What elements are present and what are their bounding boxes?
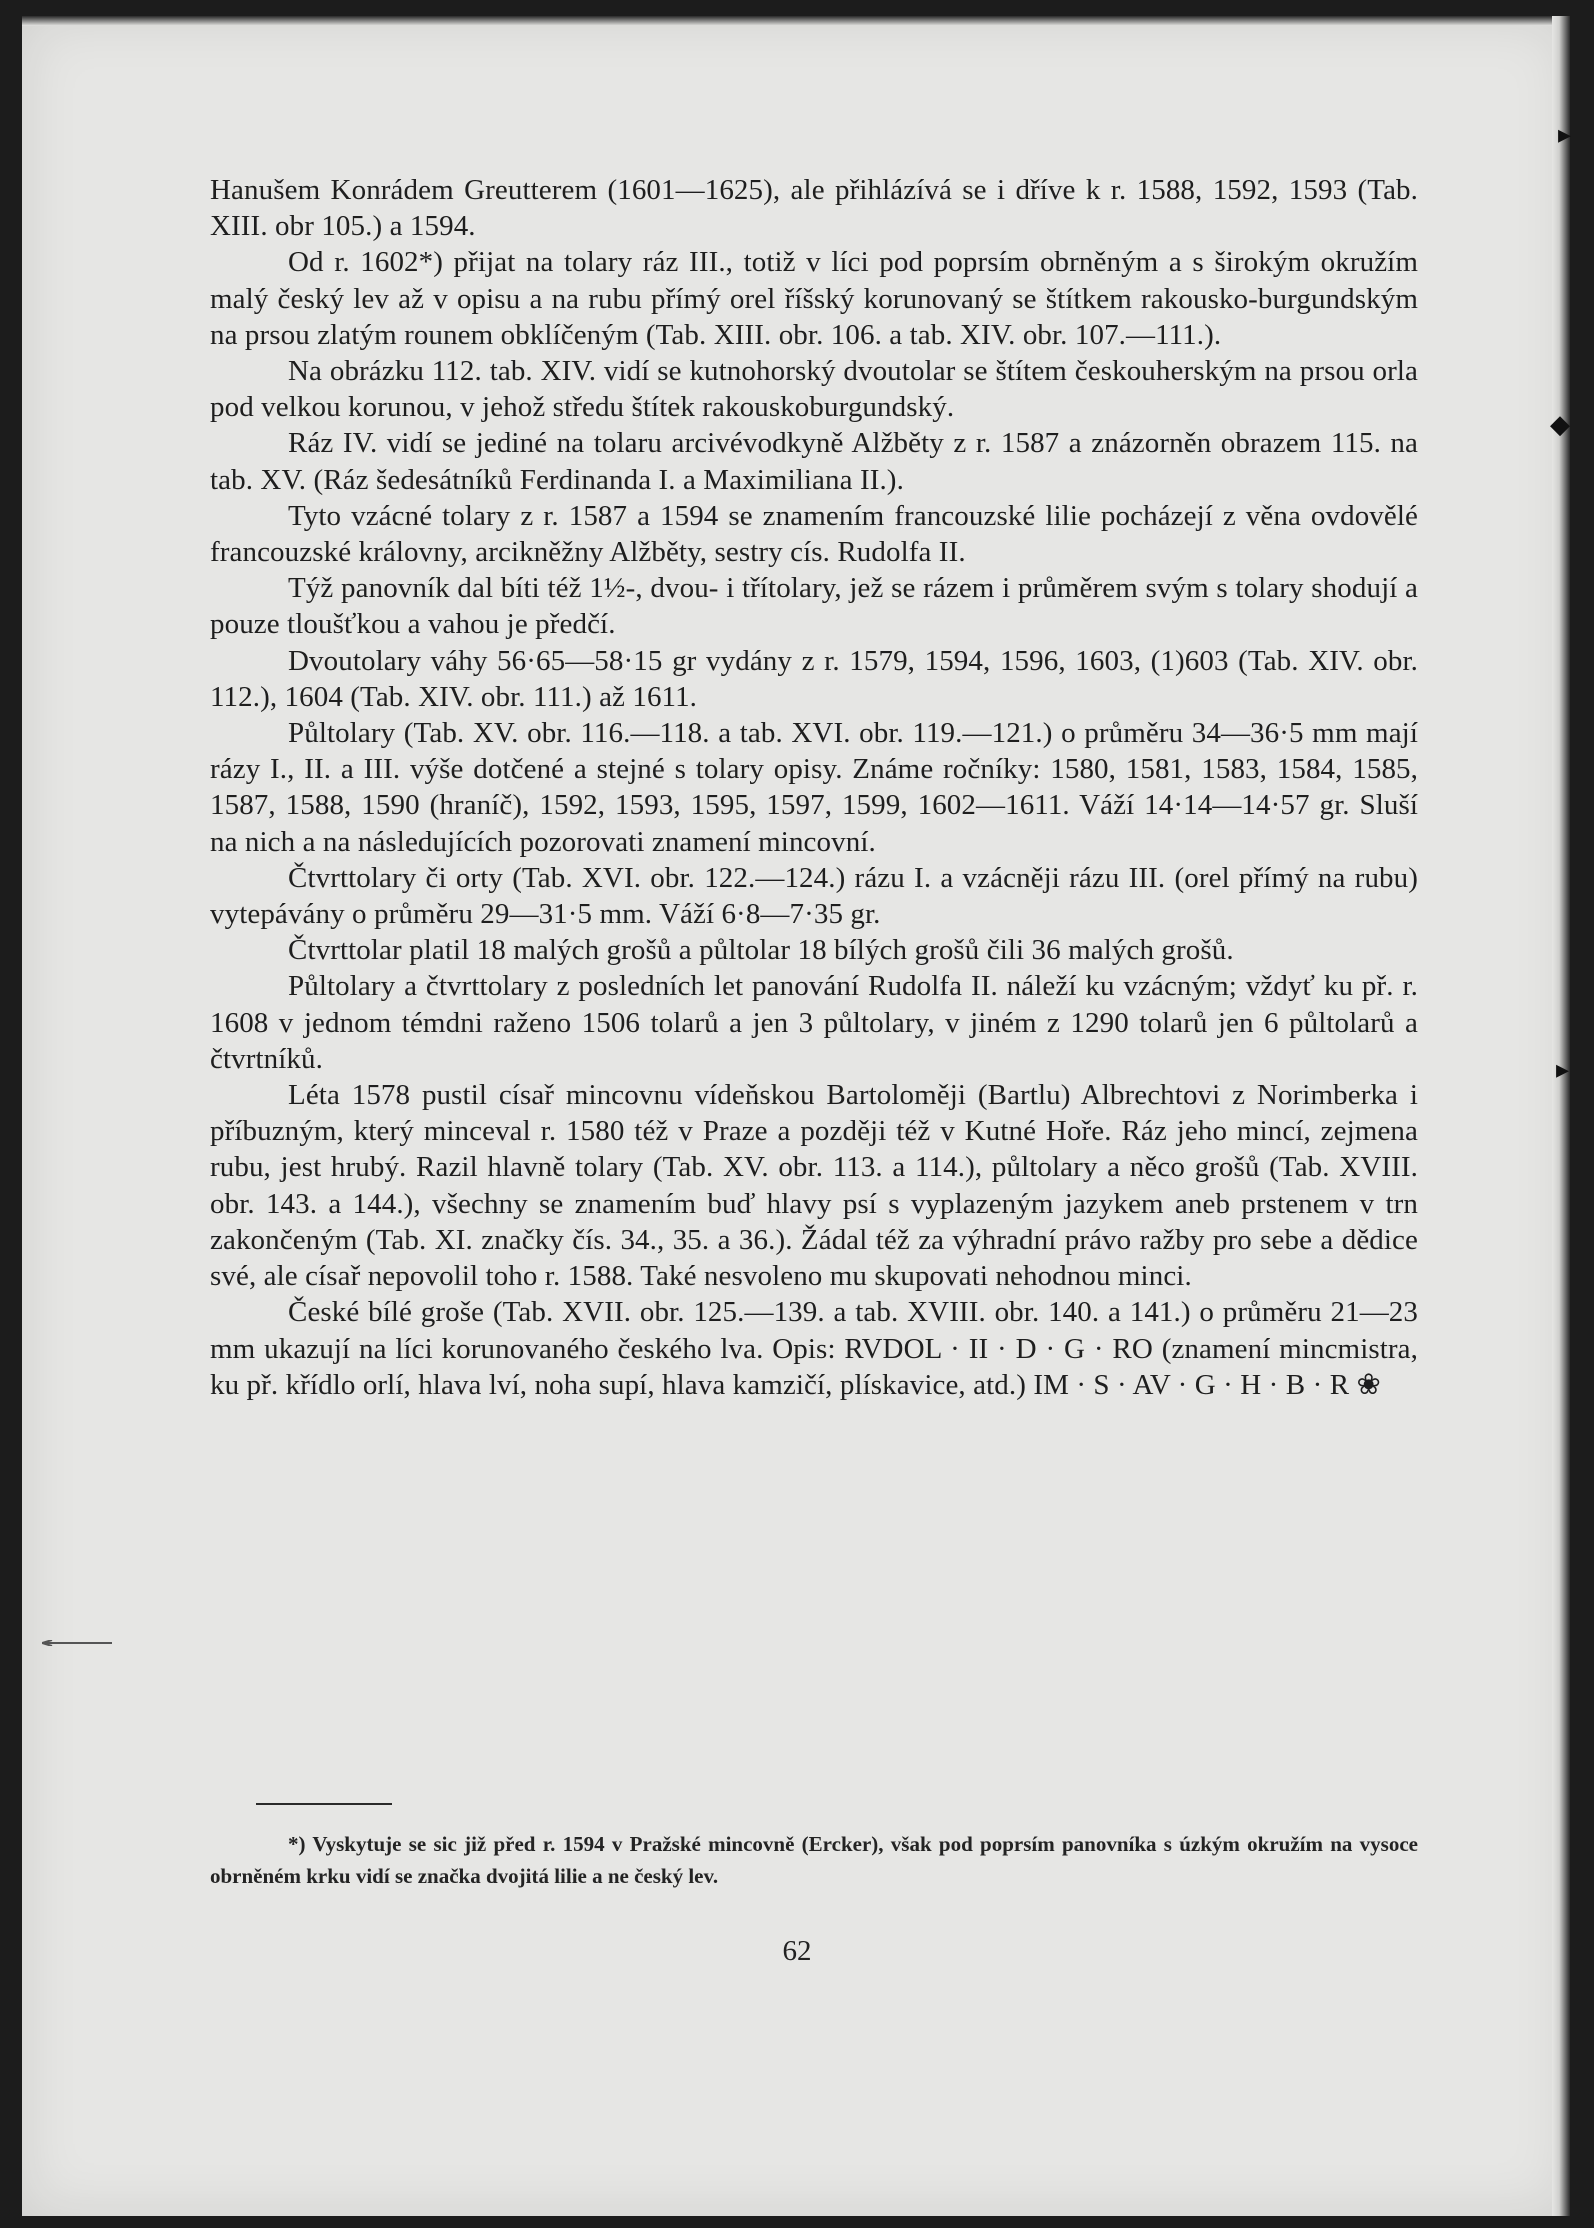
paragraph-7: Dvoutolary váhy 56·65—58·15 gr vydány z r. 1579, 1594, 1596, 1603, (1)603 (Tab. XIV. obr. 112.), 1604 (Tab. XIV. obr. 111.) až 1611.	[210, 644, 1418, 713]
paragraph-12: Léta 1578 pustil císař mincovnu vídeňskou Bartoloměji (Bartlu) Albrechtovi z Norimberka i příbuzným, který minceval r. 1580 též v Praze a později též v Kutné Hoře. Ráz jeho mincí, zejmena rubu, jest hrubý. Razil hlavně tolary (Tab. XV. obr. 113. a 114.), půltolary a něco grošů (Tab. XVIII. obr. 143. a 144.), všechny se znamením buď hlavy psí s vyplazeným jazykem aneb prstenem v trn zakončeným (Tab. XI. značky čís. 34., 35. a 36.). Žádal též za výhradní právo ražby pro sebe a dědice své, ale císař nepovolil toho r. 1588. Také nesvoleno mu skupovati nehodnou minci.	[210, 1079, 1418, 1293]
paragraph-1: Hanušem Konrádem Greutterem (1601—1625), ale přihlázívá se i dříve k r. 1588, 1592, 1593 (Tab. XIII. obr 105.) a 1594.	[210, 174, 1418, 243]
paragraph-4: Ráz IV. vidí se jediné na tolaru arcivévodkyně Alžběty z r. 1587 a znázorněn obrazem 115. na tab. XV. (Ráz šedesátníků Ferdinanda I. a Maximiliana II.).	[210, 427, 1418, 496]
paragraph-10: Čtvrttolar platil 18 malých grošů a půltolar 18 bílých grošů čili 36 malých grošů.	[288, 934, 1234, 967]
paragraph-5: Tyto vzácné tolary z r. 1587 a 1594 se znamením francouzské lilie pocházejí z věna ovdovělé francouzské královny, arcikněžny Alžběty, sestry cís. Rudolfa II.	[210, 499, 1418, 569]
margin-mark-icon: ◆	[1550, 410, 1570, 440]
footnote	[210, 1828, 1418, 1892]
body-text	[210, 172, 1418, 1403]
footnote-divider	[256, 1803, 392, 1805]
paragraph-6: Týž panovník dal bíti též 1½-, dvou- i třítolary, jež se rázem i průměrem svým s tolary shodují a pouze tloušťkou a vahou je předčí.	[210, 572, 1418, 641]
footnote-text: *) Vyskytuje se sic již před r. 1594 v Pražské mincovně (Ercker), však pod poprsím panovníka s úzkým okružím na vysoce obrněném krku vidí se značka dvojitá lilie a ne český lev.	[210, 1832, 1418, 1888]
page-right-edge	[1552, 16, 1570, 2216]
margin-arrow-icon	[42, 1640, 112, 1646]
paragraph-11: Půltolary a čtvrttolary z posledních let panování Rudolfa II. náleží ku vzácným; vždyť ku př. r. 1608 v jednom témdni raženo 1506 tolarů a jen 3 půltolary, v jiném z 1290 tolarů jen 6 půltolarů a čtvrtníků.	[210, 970, 1418, 1075]
margin-mark-icon: ▸	[1558, 120, 1572, 150]
paragraph-9: Čtvrttolary či orty (Tab. XVI. obr. 122.—124.) rázu I. a vzácněji rázu III. (orel přímý na rubu) vytepávány o průměru 29—31·5 mm. Váží 6·8—7·35 gr.	[210, 861, 1418, 931]
paragraph-8: Půltolary (Tab. XV. obr. 116.—118. a tab. XVI. obr. 119.—121.) o průměru 34—36·5 mm mají rázy I., II. a III. výše dotčené a stejné s tolary opisy. Známe ročníky: 1580, 1581, 1583, 1584, 1585, 1587, 1588, 1590 (hraníč), 1592, 1593, 1595, 1597, 1599, 1602—1611. Váží 14·14—14·57 gr. Sluší na nich a na následujících pozorovati znamení mincovní.	[210, 717, 1418, 858]
paragraph-13: České bílé groše (Tab. XVII. obr. 125.—139. a tab. XVIII. obr. 140. a 141.) o průměru 21—23 mm ukazují na líci korunovaného českého lva. Opis: RVDOL · II · D · G · RO (znamení mincmistra, ku př. křídlo orlí, hlava lví, noha supí, hlava kamzičí, plískavice, atd.) IM · S · AV · G · H · B · R ❀	[210, 1296, 1418, 1401]
margin-mark-icon: ▸	[1556, 1055, 1570, 1085]
paragraph-2: Od r. 1602*) přijat na tolary ráz III., totiž v líci pod poprsím obrněným a s širokým okružím malý český lev až v opisu a na rubu přímý orel říšský korunovaný se štítkem rakousko-burgundským na prsou zlatým rounem obklíčeným (Tab. XIII. obr. 106. a tab. XIV. obr. 107.—111.).	[210, 246, 1418, 351]
page-number: 62	[782, 1935, 812, 1967]
page-top-edge	[22, 16, 1570, 26]
paragraph-3: Na obrázku 112. tab. XIV. vidí se kutnohorský dvoutolar se štítem českouherským na prsou orla pod velkou korunou, v jehož středu štítek rakouskoburgundský.	[210, 355, 1418, 424]
